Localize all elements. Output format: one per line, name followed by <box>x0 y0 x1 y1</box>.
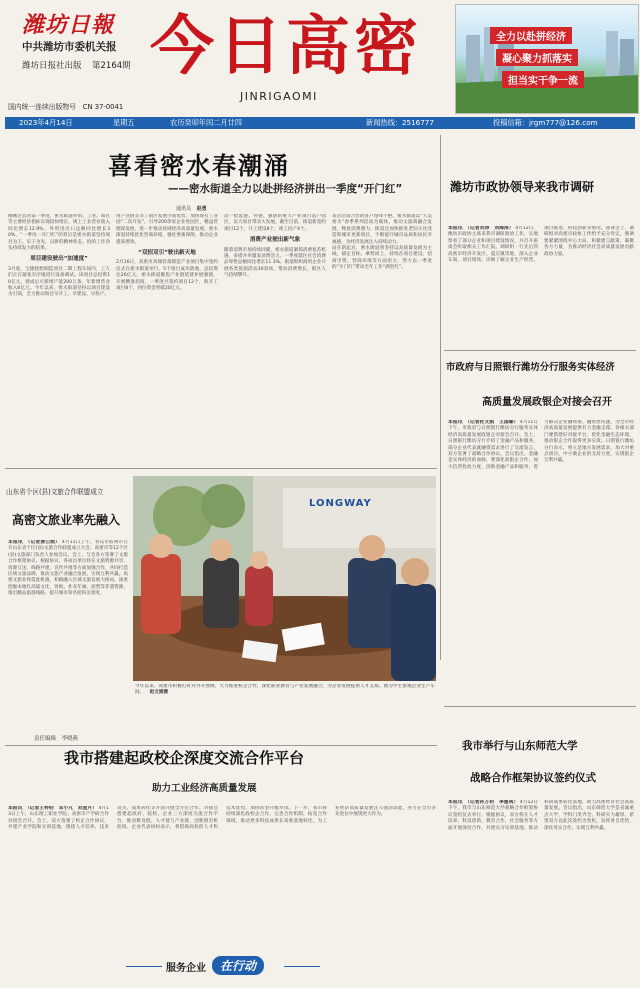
lead-byline <box>176 205 207 212</box>
lead-text-2: 用产业链等等了国区发展空间优势，加快现有工业园“二次开发”，引导200余家企业进园区，精益管理谋发展，进一步推动县域经济高质量发展。密水街道持续优化营商环境，强化要素保障，推动企业提质增效。 <box>116 214 218 245</box>
weekday: 星期五 <box>113 118 135 127</box>
news-photo <box>133 476 436 681</box>
right2-body <box>448 420 634 705</box>
lead-intertitle-1: 项目建设驶出“加速度” <box>30 256 88 263</box>
right3-headline-line1: 我市举行与山东师范大学 <box>462 740 578 752</box>
lead-text-3b: 随着消费市场持续回暖，密水街道紧抓消费复苏机遇，多措并举激发消费活力。一季度辖区社会消费品零售总额同比增长11.3%。街道组织商贸企业开展各类促销活动30余场，带动消费增长，街区人气持续攀升。 <box>224 247 326 279</box>
masthead <box>0 0 640 120</box>
news-hotline: 新闻热线：2516777 <box>366 118 434 127</box>
lead-text-4: 来店洽谈合作的客户络绎不绝。密水街道以“大美密水”春季系列活动为载体，推动文旅商融合发展，释放消费潜力。街道还加快推进老旧小区改造和城市更新项目，不断提升城市品质和居民幸福感，为经济发展注入持续动力。 <box>332 214 432 245</box>
ad-slogan-1: 全力以赴拼经济 <box>490 27 572 44</box>
banner-left-rule <box>126 966 162 967</box>
lunar-date: 农历癸卯年闰二月廿四 <box>170 118 242 127</box>
right3-text: 4月12日下午，我市与山东师范大学战略合作框架协议签约仪式举行。根据协议，双方将在人才培养、科技创新、教育合作、社会服务等方面开展深度合作，共建实习实训基地，推动科研成果转化落地，助力高密经济社会高质量发展。会议指出，山东师范大学是省属重点大学，学科门类齐全、科研实力雄厚。希望双方以此次签约为契机，发挥各自优势，深化务实合作，实现互利共赢。 <box>448 800 634 831</box>
left-column <box>8 540 128 722</box>
lead-text-3: 动一批延链、补链、强链的重大产业项目落户园区，以大项目带动大发展。截至目前，街道新签约项目12个，开工建设8个，竣工投产4个。 <box>224 214 326 232</box>
lead-intertitle-3: 消费产业驶出新气象 <box>249 237 301 244</box>
masthead-ad <box>455 4 639 114</box>
banner-right-rule <box>284 966 320 967</box>
lead-column-4 <box>332 214 432 464</box>
service-banner-text: 服务企业 <box>166 963 206 974</box>
right1-headline: 潍坊市政协领导来我市调研 <box>450 180 595 194</box>
lead-subheadline: ——密水街道全力以赴拼经济拼出一季度“开门红” <box>168 183 403 195</box>
lead-column-3 <box>224 214 326 464</box>
right2-text: 4月11日下午，市政府与日照银行潍坊分行服务实体经济高质量发展政银企对接会召开。会上，日照银行潍坊分行介绍了金融产品和服务，部分企业代表就融资需求进行了交流发言，双方签署了战略合作协议。会议指出，金融是实体经济的血脉，要深化政银企合作，加大信贷投放力度，创新金融产品和服务，着力解决企业融资难、融资贵问题，为全市经济高质量发展提供有力金融支撑。各相关部门要搭建好对接平台，优化金融生态环境，推动银企合作取得更多实效。日照银行潍坊分行表示，将立足地方发展需求，加大对重点项目、中小微企业的支持力度，实现银企互利共赢。 <box>448 420 634 470</box>
right-divider-2 <box>444 706 636 707</box>
service-banner <box>166 956 366 976</box>
bottom-byline: 本报讯 （记者王梓钧 邓小凡 刘星月） <box>8 806 98 811</box>
classroom-photo-illustration <box>133 476 436 681</box>
right1-text: 4月12日，潍坊市政协主席来我市调研政协工作，实地察看了部分企业和项目建设情况，并召开座谈会听取相关工作汇报。调研组一行先后到高密市经济开发区、夏庄镇等地，深入企业车间、项目现场，详细了解企业生产经营、项目推进、科技创新等情况。座谈会上，调研组对高密市政协工作给予充分肯定，强调要紧紧围绕中心大局，积极建言献策，凝聚各方力量，为推动经济社会高质量发展贡献政协力量。 <box>448 226 634 264</box>
bottom-text: 4月13日上午，山东理工职业学院、高密市产学研合作对接会召开。会上，双方签署了校企合作协议，共建产业学院和实训基地，围绕人才培养、技术攻关、成果转化等方面开展全方位合作。对接会搭建起政府、院校、企业三方深度交流合作平台，推动教育链、人才链与产业链、创新链有机衔接。企业代表纷纷表示，将借助高校的人才和技术优势，加快转型升级步伐。下一步，我市将持续深化政校企合作，完善合作机制，拓宽合作领域，推动更多科技成果在高密落地转化，为工业经济高质量发展注入强劲动能，努力在全市争先进位中展现更大作为。 <box>8 806 436 831</box>
photo-caption <box>135 684 435 706</box>
newspaper-logo: 潍坊日報 <box>22 12 115 38</box>
bottom-headline: 我市搭建起政校企深度交流合作平台 <box>64 749 305 767</box>
bottom-subheadline: 助力工业经济高质量发展 <box>152 783 257 794</box>
submission-email[interactable]: 投稿信箱：jrgm777@126.com <box>493 118 598 127</box>
right2-byline: 本报讯 （记者杜文娟 王国臻） <box>448 420 519 425</box>
lead-intertitle-2: “双招双引”驶出新天地 <box>138 250 196 257</box>
lead-text-1b: 3月底，宝隆轮胎制造项目二期工程车间内，工人们正在紧张有序地进行设备调试。该项目总投资10亿元，建成后可新增产能200万条，年新增营业收入6亿元。今年以来，密水街道坚持以项目建设为引领，全力推动项目早开工、早建设、早投产。 <box>8 266 110 298</box>
lead-headline: 喜看密水春潮涌 <box>108 152 290 180</box>
right-divider-1 <box>444 350 636 351</box>
byline-label: 通讯员 <box>176 206 192 212</box>
lead-text-1: 刚刚过去的第一季度，密水街道外贸、工业、项目等主要经济指标实现较快增长，规上工业营业收入同比增长12.9%，外贸进出口总额同比增长30%，“一季度一开门红”的背后是密水街道坚持项目为王、实干为先，以拼的精神状态、抢的工作劲头持续发力的结果。 <box>8 214 110 252</box>
right3-body <box>448 800 634 980</box>
edition-pinyin: JINRIGAOMI <box>240 90 318 103</box>
date: 2023年4月14日 <box>19 118 73 127</box>
lead-column-2 <box>116 214 218 464</box>
bottom-body <box>8 806 436 954</box>
lead-text-4b: 站在新起点，密水街道将坚持以高质量发展为主线，锚定目标、乘势而上，持续在项目建设、招商引资、营商环境等方面用力，努力以一季度的“开门红”带动全年工作“满堂红”。 <box>332 246 432 271</box>
bottom-divider <box>5 745 437 746</box>
editor-label: 责任编辑 李晓燕 <box>34 736 79 742</box>
cn-code: 国内统一连续出版物号 CN 37-0041 <box>8 103 124 111</box>
column-divider <box>440 135 441 660</box>
right1-body <box>448 226 634 344</box>
left-headline: 高密文旅业率先融入 <box>12 513 121 527</box>
lead-column-1 <box>8 214 110 464</box>
publisher-label: 潍坊日报社出版 <box>22 61 82 71</box>
byline-name: 赵勇 <box>196 206 207 212</box>
service-banner-emphasis: 在行动 <box>212 956 264 975</box>
right2-headline-line2: 高质量发展政银企对接会召开 <box>482 397 612 408</box>
left-byline: 本报讯 （记者唐公勋） <box>8 540 61 545</box>
org-label: 中共潍坊市委机关报 <box>22 41 117 53</box>
right2-headline-line1: 市政府与日照银行潍坊分行服务实体经济 <box>446 362 615 373</box>
caption-text: 今年以来，高密市积极打好对外开放牌，大力推进校企合作，深化职业教育与产业发展融合，为企业发展提供人才支撑。图为学生参观企业生产车间。 <box>135 684 435 696</box>
right3-headline-line2: 战略合作框架协议签约仪式 <box>470 772 596 784</box>
left-text: 4月11日上午，青岛市胶州市召开山东省个区(县)文旅合作联盟成立大会，高密市等12个区(县)文旅部门负责人参加会议。会上，与会各方签署了文旅合作框架协议。根据协议，各成员单位将在文旅资源共享、客源互送、线路共建、宣传共推等方面加强合作，共同打造区域文旅品牌，推动文旅产业融合发展，实现互利共赢。高密文旅业将借此机遇，积极融入区域文旅发展大格局，深度挖掘本地红高粱文化、剪纸、扑灰年画、泥塑等非遗资源，推出精品旅游线路，提升城市知名度和美誉度。 <box>8 540 128 597</box>
lead-text-2b: 2月16日，高密市高端装备制造产业项目集中签约仪式在密水街道举行，5个项目成功落地，总投资达26亿元。密水街道聚焦产业链延链补链强链，开展精准招商，一季度共签约项目12个，新开工项目8个，到位资金突破20亿元。 <box>116 260 218 292</box>
banner-longway: LONGWAY <box>309 498 372 509</box>
ad-slogan-2: 凝心聚力抓落实 <box>496 49 578 66</box>
issue-number: 第2164期 <box>92 61 131 71</box>
edition-title: 今日高密 <box>150 9 422 84</box>
left-kicker: 山东省个区(县)文旅合作联盟成立 <box>6 488 104 496</box>
section-divider <box>5 468 437 469</box>
ad-slogan-3: 担当实干争一流 <box>502 71 584 88</box>
photo-credit: 赵文娟摄 <box>149 690 169 696</box>
right3-byline: 本报讯 （记者孙万莉 李重禹） <box>448 800 519 805</box>
dateline-bar <box>5 117 635 129</box>
right1-byline: 本报讯 （记者刘涛 刘海涛） <box>448 226 514 231</box>
